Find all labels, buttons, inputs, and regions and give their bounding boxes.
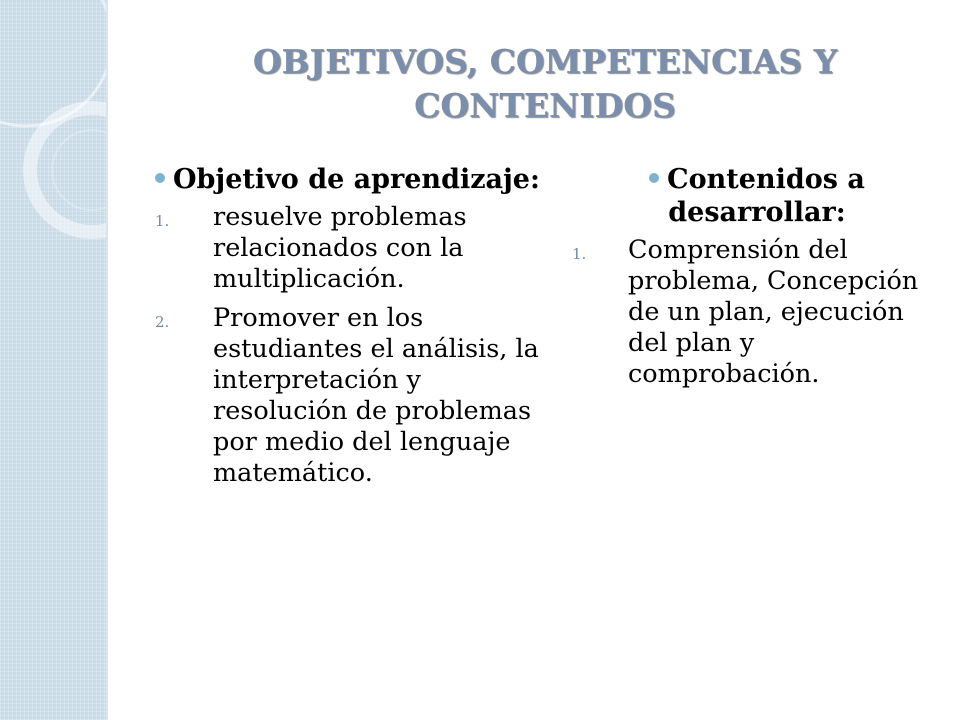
bullet-icon	[155, 173, 165, 183]
learning-objective-heading-text: Objetivo de aprendizaje:	[173, 164, 540, 195]
list-item	[155, 303, 540, 489]
learning-objective-column	[155, 163, 540, 497]
list-item-number: 2.	[155, 313, 170, 331]
contents-heading	[572, 163, 942, 229]
bullet-icon	[649, 173, 659, 183]
list-item-text: Comprensión del problema, Concepción de un plan, ejecución del plan y comprobación.	[628, 235, 919, 389]
decorative-side-band	[0, 0, 108, 720]
contents-column	[572, 163, 942, 398]
contents-heading-text: Contenidos a desarrollar:	[667, 164, 865, 228]
contents-list	[572, 235, 942, 390]
list-item-number: 1.	[572, 245, 587, 263]
list-item-text: resuelve problemas relacionados con la multiplicación.	[213, 202, 467, 294]
slide-title: OBJETIVOS, COMPETENCIAS Y CONTENIDOS	[252, 42, 838, 125]
list-item	[155, 202, 540, 295]
list-item	[572, 235, 942, 390]
list-item-text: Promover en los estudiantes el análisis, la interpretación y resolución de problemas por medio del lenguaje matemático.	[213, 303, 539, 488]
list-item-number: 1.	[155, 212, 170, 230]
learning-objective-heading	[155, 163, 540, 196]
objective-list	[155, 202, 540, 489]
decorative-circles	[0, 0, 108, 720]
